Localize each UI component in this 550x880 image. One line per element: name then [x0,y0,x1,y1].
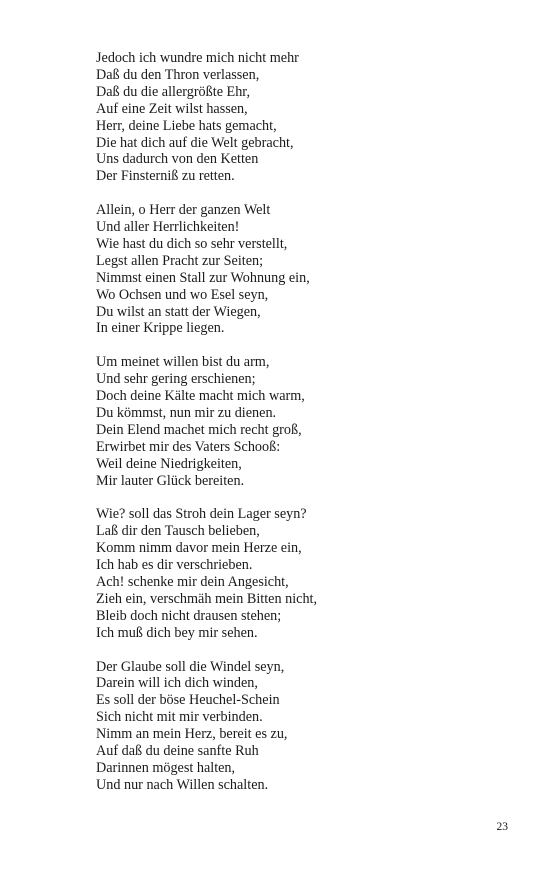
poem-line: Die hat dich auf die Welt gebracht, [96,134,294,151]
poem-line: Der Finsterniß zu retten. [96,168,235,185]
stanza-2 [96,202,476,337]
stanza-4 [96,506,476,641]
poem-line: Ach! schenke mir dein Angesicht, [96,574,289,591]
poem-line: Jedoch ich wundre mich nicht mehr [96,50,299,66]
poem-line: Du wilst an statt der Wiegen, [96,303,261,320]
poem [96,50,476,811]
poem-line: Nimmst einen Stall zur Wohnung ein, [96,269,310,286]
poem-line: Dein Elend machet mich recht groß, [96,421,302,438]
poem-line: Nimm an mein Herz, bereit es zu, [96,726,288,743]
poem-line: Der Glaube soll die Windel seyn, [96,658,285,675]
poem-line: Bleib doch nicht drausen stehen; [96,607,282,624]
poem-line: Herr, deine Liebe hats gemacht, [96,117,277,134]
poem-line: In einer Krippe liegen. [96,320,225,337]
poem-line: Darinnen mögest halten, [96,760,236,776]
poem-line: Legst allen Pracht zur Seiten; [96,252,264,269]
poem-line: Mir lauter Glück bereiten. [96,472,245,489]
poem-line: Um meinet willen bist du arm, [96,354,270,371]
stanza-3 [96,354,476,489]
poem-line: Wie? soll das Stroh dein Lager seyn? [96,506,307,523]
poem-line: Ich hab es dir verschrieben. [96,557,253,574]
poem-line: Erwirbet mir des Vaters Schooß: [96,438,281,455]
poem-line: Auf eine Zeit wilst hassen, [96,100,248,117]
poem-line: Uns dadurch von den Ketten [96,151,259,168]
poem-line: Und sehr gering erschienen; [96,371,256,388]
poem-line: Wo Ochsen und wo Esel seyn, [96,286,269,303]
poem-line: Es soll der böse Heuchel-Schein [96,692,280,709]
poem-line: Ich muß dich bey mir sehen. [96,624,258,641]
poem-line: Laß dir den Tausch belieben, [96,523,260,540]
poem-line: Du kömmst, nun mir zu dienen. [96,405,277,421]
poem-line: Und nur nach Willen schalten. [96,776,269,793]
poem-line: Doch deine Kälte macht mich warm, [96,388,305,405]
poem-line: Weil deine Niedrigkeiten, [96,455,242,472]
poem-line: Und aller Herrlichkeiten! [96,219,240,236]
poem-line: Daß du die allergrößte Ehr, [96,83,250,100]
poem-line: Sich nicht mit mir verbinden. [96,709,263,726]
poem-line: Daß du den Thron verlassen, [96,66,260,83]
poem-line: Allein, o Herr der ganzen Welt [96,202,271,219]
stanza-5 [96,659,476,794]
poem-line: Darein will ich dich winden, [96,675,258,692]
poem-line: Zieh ein, verschmäh mein Bitten nicht, [96,590,318,607]
stanza-1 [96,50,476,185]
page-number: 23 [496,821,508,833]
poem-line: Komm nimm davor mein Herze ein, [96,540,302,557]
poem-line: Auf daß du deine sanfte Ruh [96,743,259,760]
poem-line: Wie hast du dich so sehr verstellt, [96,235,288,252]
